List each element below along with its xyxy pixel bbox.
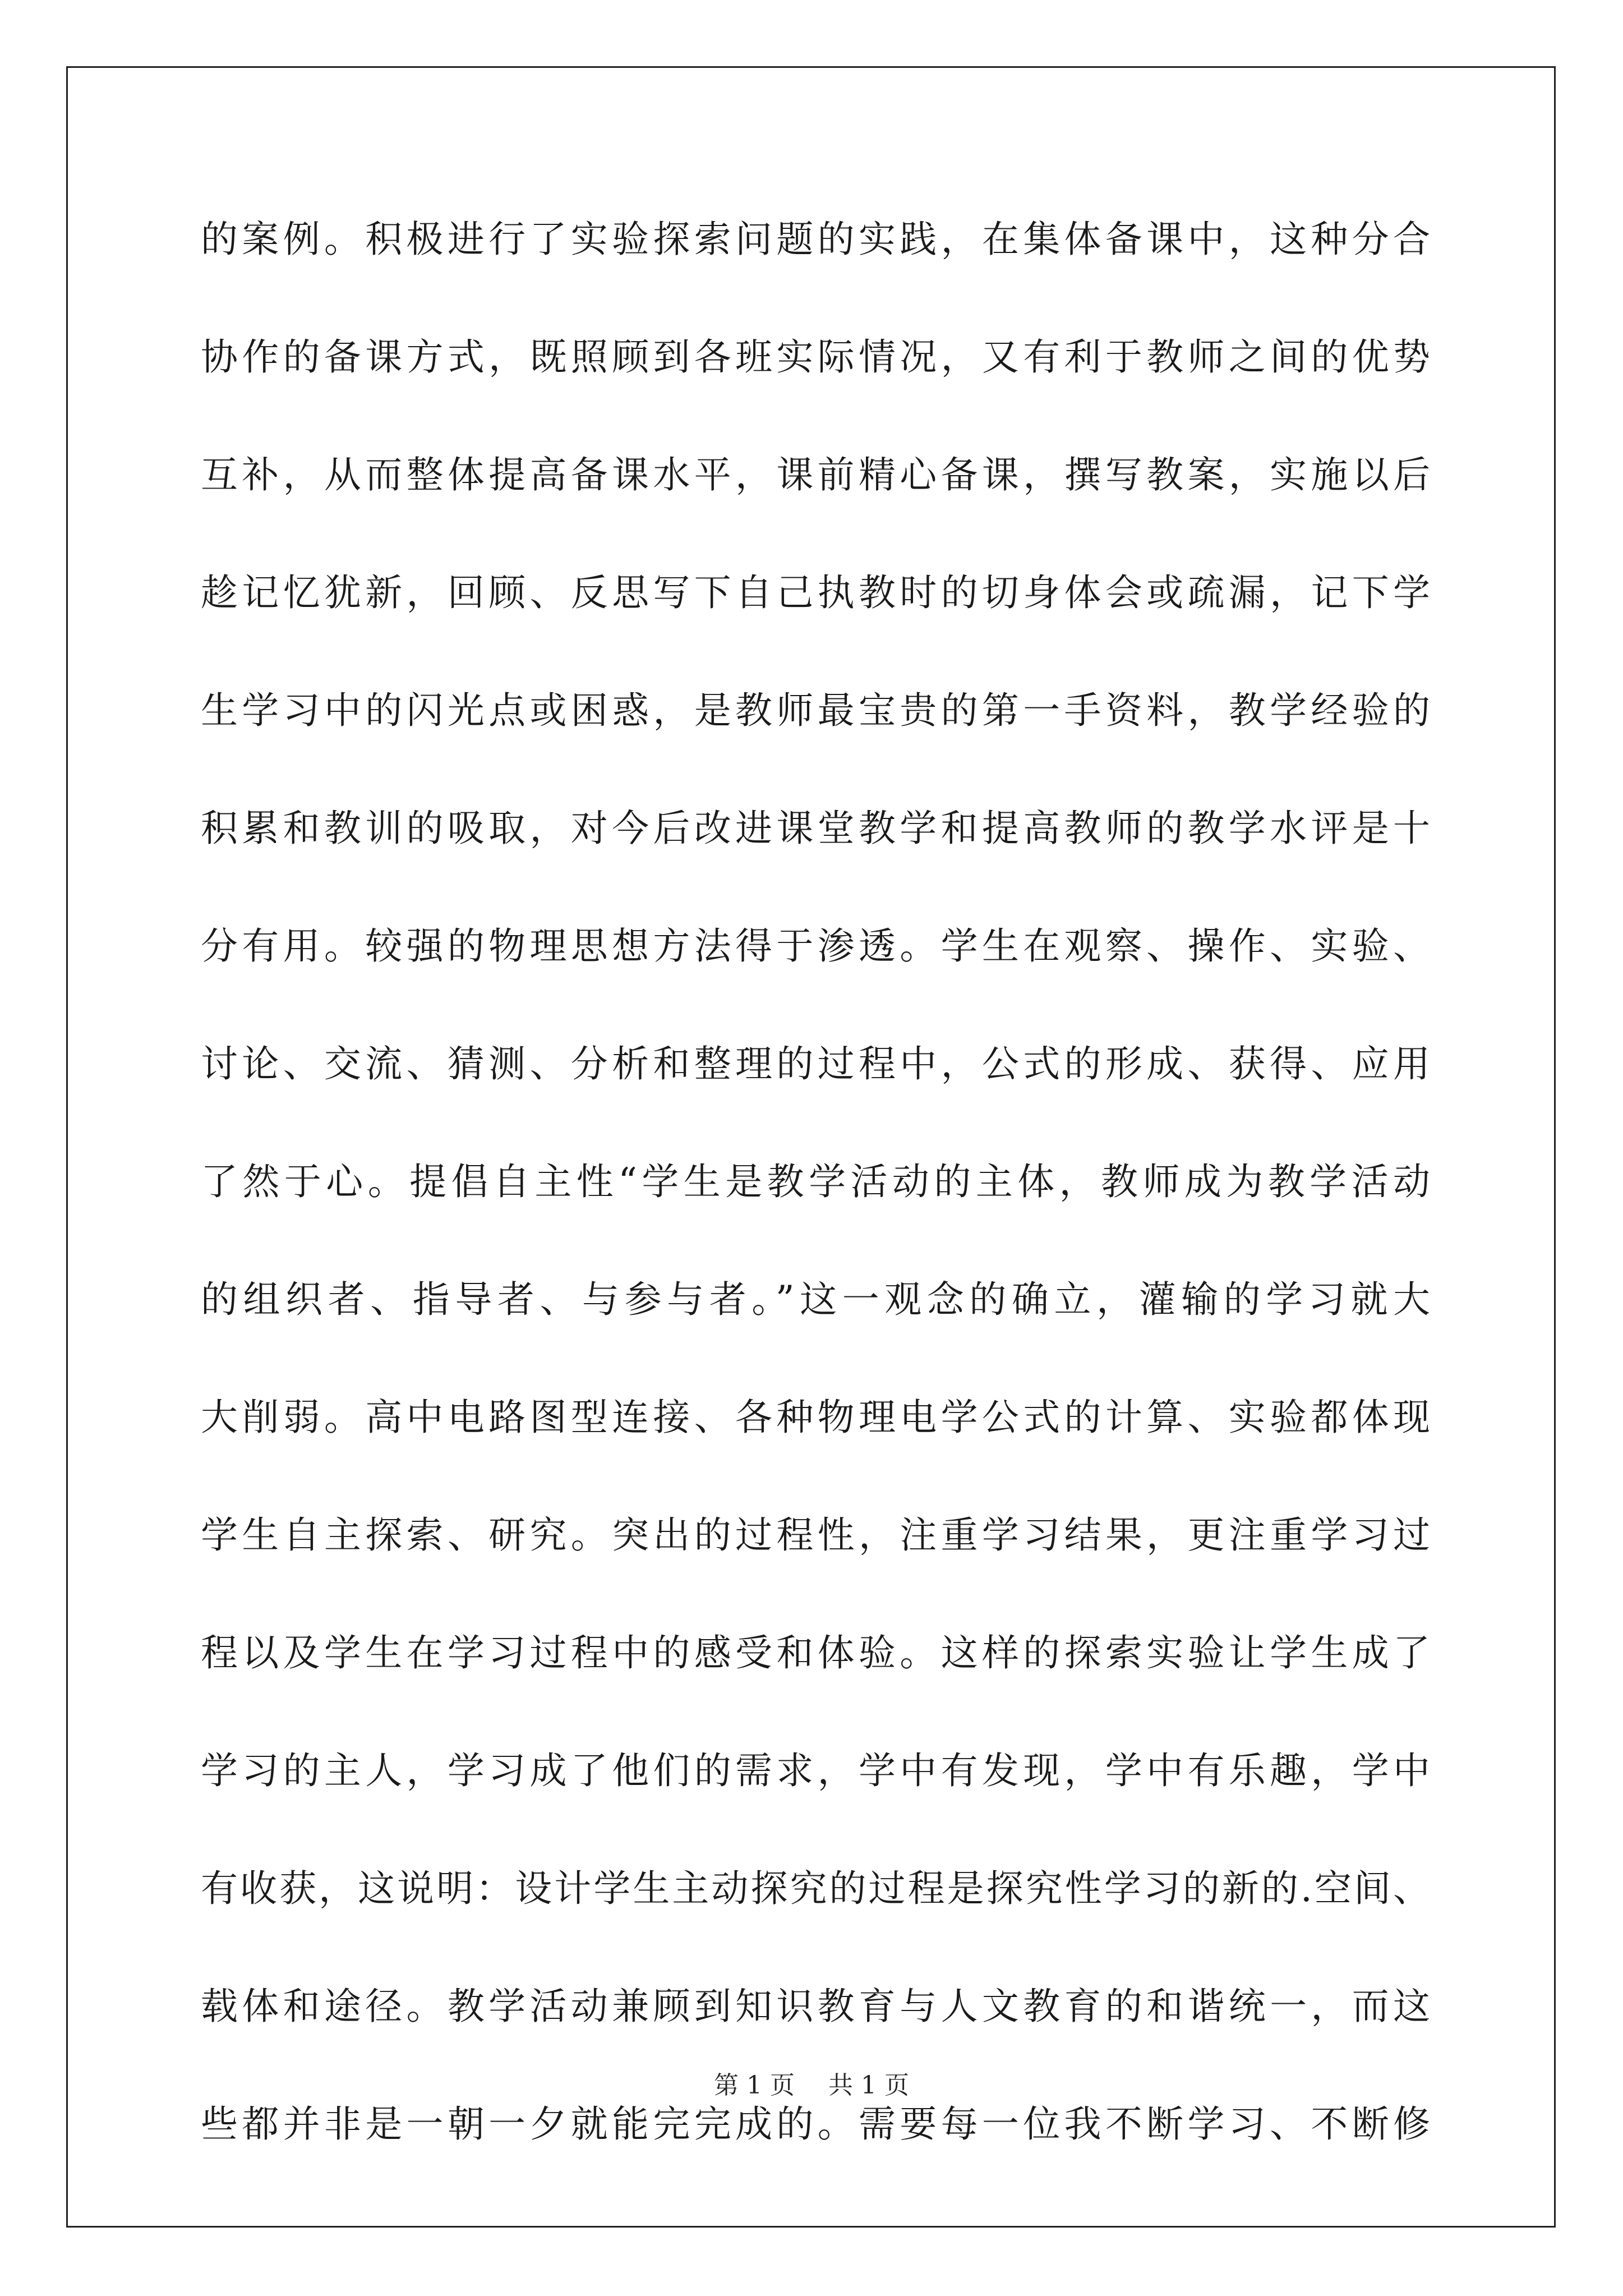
text-line: 程以及学生在学习过程中的感受和体验。这样的探索实验让学生成了 [201,1631,1430,1674]
page-total: 共 1 页 [828,2071,909,2100]
text-line: 生学习中的闪光点或困惑，是教师最宝贵的第一手资料，教学经验的 [201,689,1430,732]
text-line: 积累和教训的吸取，对今后改进课堂教学和提高教师的教学水评是十 [201,807,1430,850]
text-line: 互补，从而整体提高备课水平，课前精心备课，撰写教案，实施以后 [201,453,1430,496]
text-line: 趁记忆犹新，回顾、反思写下自己执教时的切身体会或疏漏，记下学 [201,571,1430,614]
page-number: 第 1 页 [714,2071,795,2100]
text-line: 载体和途径。教学活动兼顾到知识教育与人文教育的和谐统一，而这 [201,1985,1430,2028]
text-line: 讨论、交流、猜测、分析和整理的过程中，公式的形成、获得、应用 [201,1042,1430,1085]
text-line: 了然于心。提倡自主性“学生是教学活动的主体，教师成为教学活动 [201,1160,1430,1203]
text-line: 协作的备课方式，既照顾到各班实际情况，又有利于教师之间的优势 [201,335,1430,379]
page-footer [0,2069,1623,2102]
text-line: 些都并非是一朝一夕就能完完成的。需要每一位我不断学习、不断修 [201,2102,1430,2146]
text-line: 学生自主探索、研究。突出的过程性，注重学习结果，更注重学习过 [201,1513,1430,1557]
text-line: 大削弱。高中电路图型连接、各种物理电学公式的计算、实验都体现 [201,1396,1430,1439]
text-line: 有收获，这说明：设计学生主动探究的过程是探究性学习的新的.空间、 [201,1867,1430,1910]
text-line: 分有用。较强的物理思想方法得于渗透。学生在观察、操作、实验、 [201,924,1430,968]
text-line: 学习的主人，学习成了他们的需求，学中有发现，学中有乐趣，学中 [201,1749,1430,1792]
text-line: 的案例。积极进行了实验探索问题的实践，在集体备课中，这种分合 [201,218,1430,261]
document-body [201,203,1430,2206]
text-line: 的组织者、指导者、与参与者。”这一观念的确立，灌输的学习就大 [201,1278,1430,1321]
